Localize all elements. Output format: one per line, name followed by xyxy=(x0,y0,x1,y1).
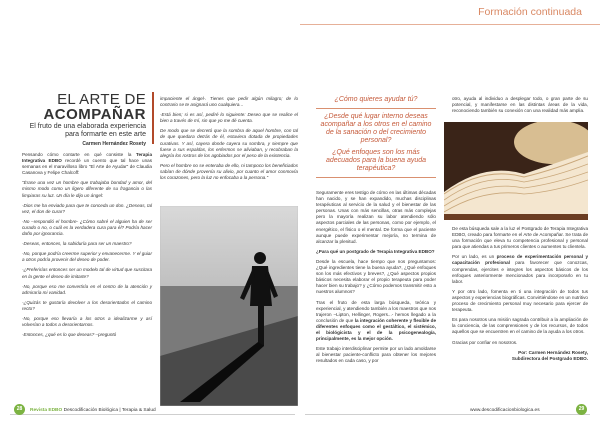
question-heading: ¿Desde qué lugar interno deseas acompañar a los otros en el camino de la sanación o del crecimiento personal? xyxy=(320,113,432,144)
question-heading: ¿Qué enfoques son los más adecuados para la buena ayuda terapéutica? xyxy=(325,149,427,172)
story-paragraph: -No, porque eso me convertiría en el centro de la atención y admiraría mi vanidad. xyxy=(22,283,152,295)
book-photo xyxy=(444,122,588,220)
body-paragraph: Este trabajo interdisciplinar permite por un lado amoldarse al bienestar paciente-conflicto para obtener los mejores resultados en cada caso, y por xyxy=(316,346,436,364)
signature xyxy=(452,350,588,362)
column-3 xyxy=(316,190,436,368)
story-paragraph: "Érase una vez un hombre que trabajaba bondad y amor, del mismo modo como un ligero diferente de su fragancia o las limpiaras su luz. Un día le dijo un ángel: xyxy=(22,180,152,198)
shadow-photo xyxy=(160,206,298,406)
story-paragraph: -No, porque eso llevaría a los otros a idealizarme y así volverían a todos a desorientarnos. xyxy=(22,315,152,328)
footer-left xyxy=(30,408,156,413)
story-paragraph: De modo que se decretó que la sombra de aquel hombre, con tal de que quedara detrás de él, estuviera dotada de propiedades curativas. Y así, cayera donde cayera su sombra, y siempre que fuese a sus espaldas, los enfermos se aliviaban, y recobraban la alegría los rostros de los agobiados por el peso de la existencia. xyxy=(160,128,298,158)
footer-left-text: Descodificación Biológica | Terapia & Salud xyxy=(62,408,156,413)
footer-rule-left xyxy=(10,414,295,415)
questions-block xyxy=(316,96,436,182)
footer-brand: Revista EDBO xyxy=(30,408,63,413)
story-paragraph: -Entonces, ¿qué es lo que deseas? –preguntó xyxy=(22,332,117,338)
body-paragraph: otro, ayuda al individuo a desplegar todo, o gran parte de su potencial, y manifestarse en las distintas áreas de la vida, reconociendo también su conexión con una realidad más amplia. xyxy=(452,96,588,114)
story-paragraph: -No –respondió el hombre- ¿Cómo sabré el alguien ha de ser curado o no, o cuál es la verdadera cura para él? Podría hacer daño por ignorancia. xyxy=(22,218,152,237)
body-paragraph: Es para nosotros una misión sagrada contribuir a la ampliación de la conciencia, de las comprensiones y de los recursos, de todos aquellos que se encuentren en el camino de la ayuda a los otros. xyxy=(452,317,588,335)
page-header xyxy=(0,0,600,30)
article-subtitle: El fruto de una elaborada experiencia para formarte en este arte xyxy=(29,123,146,138)
question-heading: ¿Cómo quieres ayudar tú? xyxy=(334,96,418,103)
column-4 xyxy=(452,226,588,362)
story-paragraph: -Dios me ha enviado para que te conceda un don. ¿Deseas, tal vez, el don de curar? xyxy=(22,202,152,214)
book-image xyxy=(444,122,588,220)
signature-name: Por: Carmen Hernández Rosety, xyxy=(518,349,588,355)
body-paragraph: Gracias por confiar en nosotros. xyxy=(452,339,518,345)
footer-rule-right xyxy=(305,414,590,415)
column-4-top xyxy=(452,96,588,118)
body-paragraph: Tras el fruto de esta larga búsqueda, teórica y experiencial, y atendiendo también a los maestros que nos trajeron –Lipton, Hellinger, Rogers...- hemos llegado a la conclusión de que la integración coherente y flexible de diferentes enfoques como el gestáltico, el sistémico, el biológicista y el de la psicogenealogía, principalmente, es la mejor opción. xyxy=(316,299,437,342)
title-line-1: EL ARTE DE xyxy=(57,91,146,108)
intro-paragraph: Pensando cómo contarte en qué consiste la Terapia Integrativa EDBO recordé un cuento que tal hace unas semanas en el maravilloso libro "El Arte de Ayudar" de Claudia Casanova y Felipe Chalcoff: xyxy=(22,152,152,176)
footer-url[interactable]: www.descodificacionbiologica.es xyxy=(470,408,540,413)
story-paragraph: -Deseas, entonces, la sabiduría para ser un maestro? xyxy=(22,241,132,247)
body-paragraph: Por un lado, es un proceso de experimentación personal y capacitación profesional para favorecer que conozcas, comprendas, ejercites e integres los aspectos básicos de los enfoques anteriormente mencionados para incorporarlo en tu labor. xyxy=(452,254,589,284)
story-paragraph: impaciente el ángel-. Tienes que pedir algún milagro; de lo contrario se te asignará uno cualquiera... xyxy=(160,96,298,108)
story-paragraph: -No, porque podría creerme superior y envanecerme. Y el guiar a otros podría provenir del deseo de poder. xyxy=(22,251,152,263)
silhouette-image xyxy=(160,206,298,406)
page-number-left: 28 xyxy=(14,404,25,415)
column-1 xyxy=(22,152,152,342)
body-paragraph: De esta búsqueda sale a la luz el Postgrado de Terapia Integrativa EDBO, creado para formarte en el Arte de Acompañar. Se trata de una formación que eleva tu competencia profesional y personal para que atiendas a tus primeros clientes o aumentes tu clientela. xyxy=(452,226,588,250)
body-paragraph: Desde la escuela, hace tiempo que nos preguntamos: ¿Qué ingredientes tiene la buena ayuda?, ¿Qué enfoques son los más efectivos y breves?, ¿Qué aspectos propios básicos necesita elaborar el propio terapeuta para poder hacer bien su trabajo? y ¿Cómo podemos transmitir esto a nuestros alumnos? xyxy=(316,258,436,295)
column-2 xyxy=(160,96,298,185)
divider xyxy=(316,177,436,178)
page-number-right: 29 xyxy=(576,404,587,415)
subheading: ¿Para qué un postgrado de Terapia Integrativa EDBO? xyxy=(316,248,435,254)
story-paragraph: -¿Quizás te gustaría devolver a los desorientados el camino recto? xyxy=(22,299,152,311)
section-title: Formación continuada xyxy=(478,6,582,18)
article-author: Carmen Hernández Rosety xyxy=(82,140,146,147)
story-paragraph: Pero el hombre no se enteraba de ello, ni tampoco los beneficiados sabían de dónde provenía su alivio, por cuanto el amor conmovía los corazones, pero la luz no enfocaba a la persona." xyxy=(160,162,298,181)
signature-role: Subdirectora del Postgrado EDBO. xyxy=(511,355,588,361)
article-title-block xyxy=(26,92,146,147)
body-paragraph: Seguramente eres testigo de cómo en las últimas décadas han nacido, y se han expandido, muchas disciplinas terapéuticas al servicio de la salud y el bienestar de las personas. Unas con más sencillas, otras más complejas pero la mayoría realizan su labor atendiendo sólo aspectos parciales de las personas, como por ejemplo, el energético, el físico o el mental. De forma que el paciente aunque puede experimentar mejoría, no termina de alcanzar la plenitud. xyxy=(316,190,436,244)
divider xyxy=(316,108,436,109)
body-paragraph: Y por otro lado, fomenta en ti una integración de todos tus aspectos y experiencias biográficas. Convirtiéndose en un nutritivo proceso de crecimiento personal muy necesario para ejercer de terapeuta. xyxy=(452,288,588,313)
title-accent-rule xyxy=(152,92,154,144)
title-line-2: ACOMPAÑAR xyxy=(43,106,146,123)
story-paragraph: -¿Preferirías entonces ser un modelo tal de virtud que suscitara en la gente el deseo de imitarte? xyxy=(22,267,152,279)
story-paragraph: -Está bien; si es así, pediré lo siguiente: Deseo que se realice el bien a través de mí, sin que yo me dé cuenta. xyxy=(160,112,298,124)
